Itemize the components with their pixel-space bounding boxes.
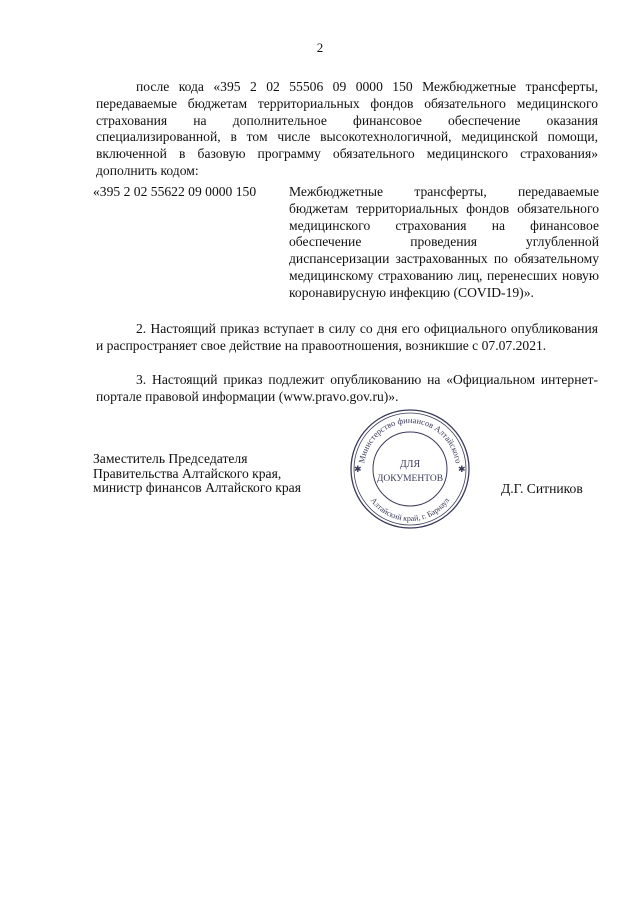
seal-star-icon: ✱ xyxy=(354,465,362,475)
code-description: Межбюджетные трансферты, передаваемые бюджетам территориальных фондов обязательного медицинского страхования на финансовое обеспечение проведения углубленной диспансеризации застрахованных по обязательному медицинскому страхованию лиц, перенесших новую коронавирусную инфекцию (COVID-19)». xyxy=(289,184,599,300)
official-seal xyxy=(348,407,472,531)
clause-3: 3. Настоящий приказ подлежит опубликованию на «Официальном интернет-портале правовой информации (www.pravo.gov.ru)». xyxy=(96,372,598,404)
signer-line-1: Заместитель Председателя xyxy=(93,451,248,466)
clause-2: 2. Настоящий приказ вступает в силу со дня его официального опубликования и распространяет свое действие на правоотношения, возникшие с 07.07.2021. xyxy=(96,321,598,353)
seal-center-line-2: ДОКУМЕНТОВ xyxy=(376,474,444,484)
signer-position xyxy=(93,452,301,496)
intro-paragraph: после кода «395 2 02 55506 09 0000 150 Межбюджетные трансферты, передаваемые бюджетам территориальных фондов обязательного медицинского страхования на дополнительное финансовое обеспечение оказания специализированной, в том числе высокотехнологичной, медицинской помощи, включенной в базовую программу обязательного медицинского страхования» дополнить кодом: xyxy=(96,79,598,178)
seal-ring-top-text: Министерство финансов Алтайского xyxy=(356,414,464,465)
signer-line-2: Правительства Алтайского края, xyxy=(93,465,282,481)
seal-ring-bottom-text: Алтайский край, г. Барнаул xyxy=(368,496,452,524)
seal-star-icon: ✱ xyxy=(458,465,466,475)
signer-line-3: министр финансов Алтайского края xyxy=(93,480,301,495)
seal-center-line-1: ДЛЯ xyxy=(399,459,421,470)
page-number: 2 xyxy=(316,40,324,55)
signer-name: Д.Г. Ситников xyxy=(501,481,583,496)
budget-code: «395 2 02 55622 09 0000 150 xyxy=(93,184,257,199)
